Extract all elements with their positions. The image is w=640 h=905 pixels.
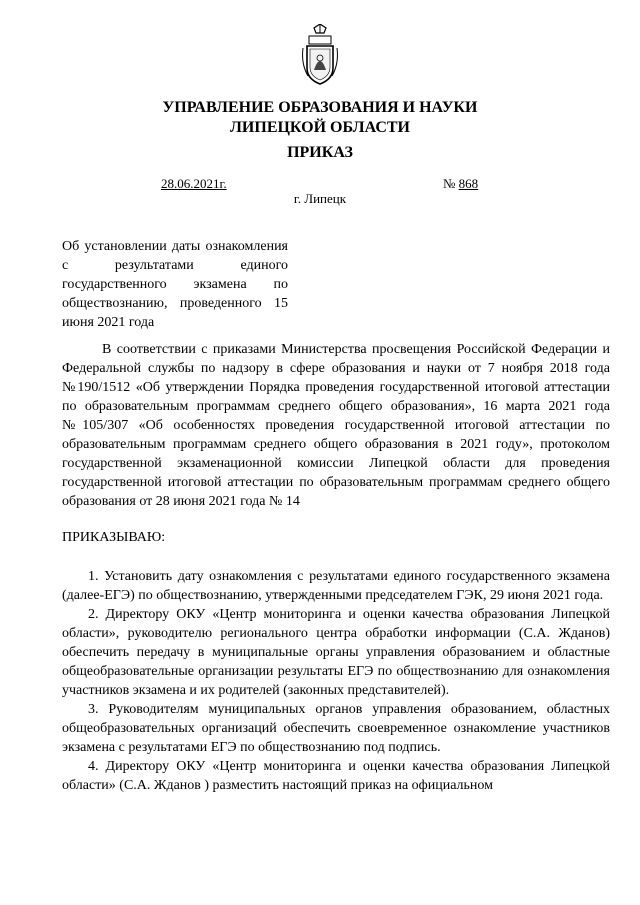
order-item: 1. Установить дату ознакомления с результатами единого государственного экзамена (далее-ЕГЭ) по обществознанию, утвержденными председателем ГЭК, 29 июня 2021 года. [62,569,610,603]
city: г. Липецк [293,191,347,206]
order-item: 2. Директору ОКУ «Центр мониторинга и оценки качества образования Липецкой области», руководителю регионального центра обработки информации (С.А. Жданов) обеспечить передачу в муниципальные органы управления образованием и областные общеобразовательные организации результаты ЕГЭ по обществознанию для ознакомления участников экзамена и их родителей (законных представителей). [62,607,610,698]
organization-name-line2: ЛИПЕЦКОЙ ОБЛАСТИ [230,119,410,136]
date-value: 28.06.2021г. [161,176,227,191]
order-word: ПРИКАЗЫВАЮ: [62,530,166,545]
number-prefix: № [443,176,456,191]
coat-of-arms-icon [300,24,340,86]
order-item: 4. Директору ОКУ «Центр мониторинга и оценки качества образования Липецкой области» (С.А. Жданов ) разместить настоящий приказ на официальном [62,759,610,793]
organization-name-line1: УПРАВЛЕНИЕ ОБРАЗОВАНИЯ И НАУКИ [162,99,478,116]
document-number [443,176,478,192]
order-subject: Об установлении даты ознакомления с результатами единого государственного экзамена по обществознанию, проведенного 15 июня 2021 года [62,239,288,330]
order-item: 3. Руководителям муниципальных органов управления образованием, областных общеобразовательных организаций обеспечить своевременное ознакомление участников экзамена с результатами ЕГЭ по обществознанию под подпись. [62,702,610,755]
preamble: В соответствии с приказами Министерства просвещения Российской Федерации и Федеральной службы по надзору в сфере образования и науки от 7 ноября 2018 года №190/1512 «Об утверждении Порядка проведения государственной итоговой аттестации по образовательным программам среднего общего образования», 16 марта 2021 года №105/307 «Об особенностях проведения государственной итоговой аттестации по образовательным программам среднего общего образования в 2021 году», протоколом государственной экзаменационной комиссии Липецкой области для проведения государственной итоговой аттестации по образовательным программам среднего общего образования от 28 июня 2021 года № 14 [62,342,610,509]
document-date [161,176,227,192]
order-items [62,567,610,795]
document-type: ПРИКАЗ [287,144,353,161]
number-value: 868 [458,176,479,191]
